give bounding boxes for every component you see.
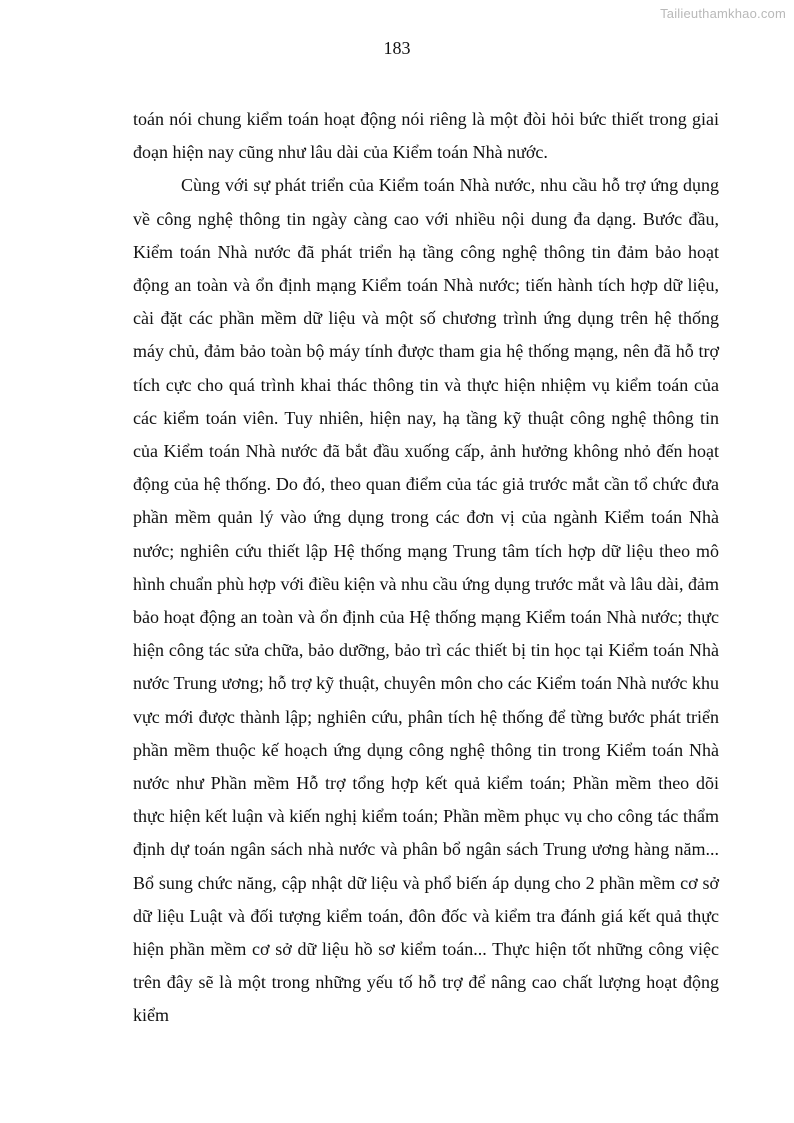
paragraph-it-development: Cùng với sự phát triển của Kiểm toán Nhà nước, nhu cầu hỗ trợ ứng dụng về công nghệ thông tin ngày càng cao với nhiều nội dung đa dạng. Bước đầu, Kiểm toán Nhà nước đã phát triển hạ tầng công nghệ thông tin đảm bảo hoạt động an toàn và ổn định mạng Kiểm toán Nhà nước; tiến hành tích hợp dữ liệu, cài đặt các phần mềm dữ liệu và một số chương trình ứng dụng trên hệ thống máy chủ, đảm bảo toàn bộ máy tính được tham gia hệ thống mạng, nên đã hỗ trợ tích cực cho quá trình khai thác thông tin và thực hiện nhiệm vụ kiểm toán của các kiểm toán viên. Tuy nhiên, hiện nay, hạ tầng kỹ thuật công nghệ thông tin của Kiểm toán Nhà nước đã bắt đầu xuống cấp, ảnh hưởng không nhỏ đến hoạt động của hệ thống. Do đó, theo quan điểm của tác giả trước mắt cần tổ chức đưa phần mềm quản lý vào ứng dụng trong các đơn vị của ngành Kiểm toán Nhà nước; nghiên cứu thiết lập Hệ thống mạng Trung tâm tích hợp dữ liệu theo mô hình chuẩn phù hợp với điều kiện và nhu cầu ứng dụng trước mắt và lâu dài, đảm bảo hoạt động an toàn và ổn định của Hệ thống mạng Kiểm toán Nhà nước; thực hiện công tác sửa chữa, bảo dưỡng, bảo trì các thiết bị tin học tại Kiểm toán Nhà nước Trung ương; hỗ trợ kỹ thuật, chuyên môn cho các Kiểm toán Nhà nước khu vực mới được thành lập; nghiên cứu, phân tích hệ thống để từng bước phát triển phần mềm thuộc kế hoạch ứng dụng công nghệ thông tin trong Kiểm toán Nhà nước như Phần mềm Hỗ trợ tổng hợp kết quả kiểm toán; Phần mềm theo dõi thực hiện kết luận và kiến nghị kiểm toán; Phần mềm phục vụ cho công tác thẩm định dự toán ngân sách nhà nước và phân bổ ngân sách Trung ương hàng năm... Bổ sung chức năng, cập nhật dữ liệu và phổ biến áp dụng cho 2 phần mềm cơ sở dữ liệu Luật và đối tượng kiểm toán, đôn đốc và kiểm tra đánh giá kết quả thực hiện phần mềm cơ sở dữ liệu hồ sơ kiểm toán... Thực hiện tốt những công việc trên đây sẽ là một trong những yếu tố hỗ trợ để nâng cao chất lượng hoạt động kiểm [133, 175, 719, 1026]
paragraph-continuation: toán nói chung kiểm toán hoạt động nói riêng là một đòi hỏi bức thiết trong giai đoạn hiện nay cũng như lâu dài của Kiểm toán Nhà nước. [133, 109, 719, 163]
page-number: 183 [383, 38, 411, 58]
watermark-text: Tailieuthamkhao.com [660, 6, 786, 21]
document-body [133, 103, 719, 1033]
